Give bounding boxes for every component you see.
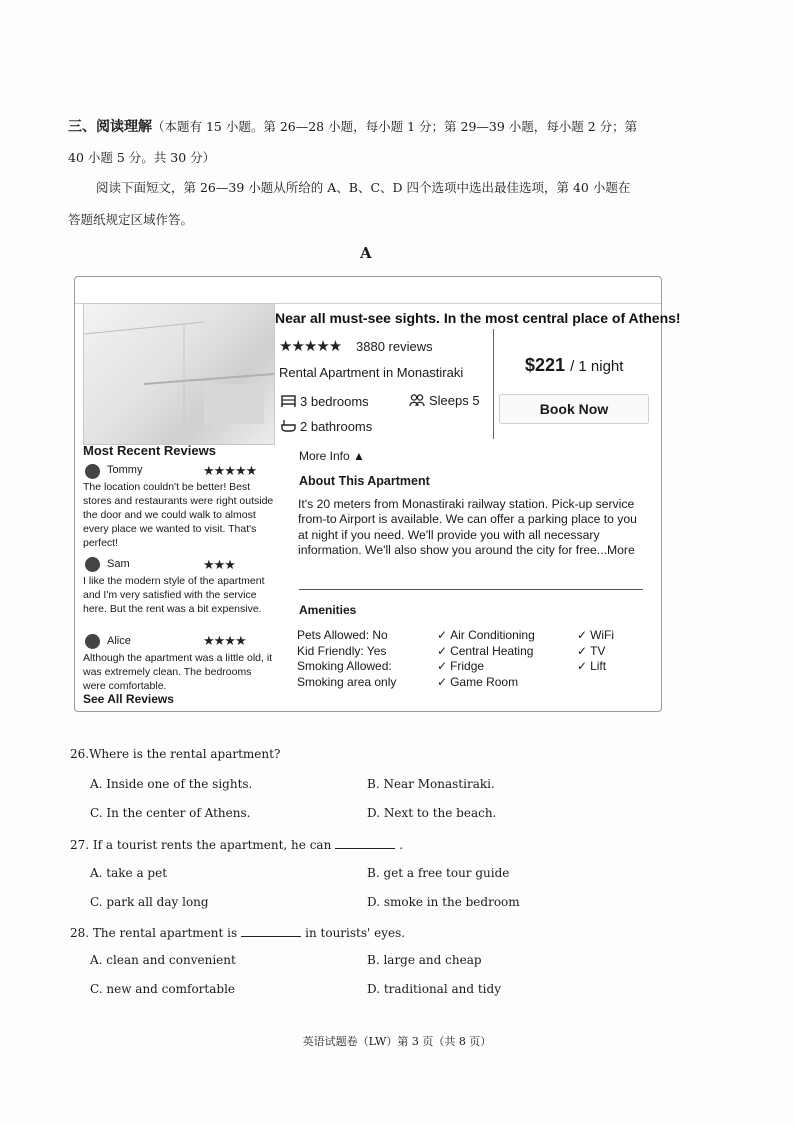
review-text: I like the modern style of the apartment and I'm very satisfied with the service here. But the rent was a bit expensive. xyxy=(83,575,265,615)
photo-sketch-icon xyxy=(84,304,274,444)
policy-item: Kid Friendly: Yes xyxy=(297,643,387,658)
section-note: （本题有 15 小题。第 26—28 小题，每小题 1 分；第 29—39 小题，每小题 2 分；第 xyxy=(152,119,638,134)
instruction-line2: 答题纸规定区域作答。 xyxy=(68,212,194,227)
people-icon xyxy=(409,394,425,406)
amenities-list-1 xyxy=(437,628,535,690)
bathrooms-info xyxy=(281,419,372,434)
price-amount: $221 xyxy=(525,355,566,375)
book-now-button[interactable]: Book Now xyxy=(499,394,649,424)
ad-top-bar xyxy=(75,277,661,304)
page-footer: 英语试题卷（LW）第 3 页（共 8 页） xyxy=(302,1035,492,1048)
more-info-toggle[interactable]: More Info ▲ xyxy=(299,449,365,463)
option: C. park all day long xyxy=(90,895,209,909)
avatar xyxy=(85,464,100,479)
section-divider xyxy=(299,589,643,590)
option: A. clean and convenient xyxy=(90,953,236,967)
amenity-item: ✓ Lift xyxy=(577,659,607,673)
section-heading xyxy=(68,116,637,136)
option: D. traditional and tidy xyxy=(367,982,501,996)
check-icon: ✓ xyxy=(437,659,448,673)
avatar xyxy=(85,557,100,572)
instruction-line1: 阅读下面短文，第 26—39 小题从所给的 A、B、C、D 四个选项中选出最佳选项，第 40 小题在 xyxy=(96,180,631,195)
apartment-title: Rental Apartment in Monastiraki xyxy=(279,365,464,380)
section-note-line2: 40 小题 5 分。共 30 分） xyxy=(68,150,216,165)
check-icon: ✓ xyxy=(577,628,588,642)
review-text: Although the apartment was a little old, it was extremely clean. The bedrooms were comfortable. xyxy=(83,652,273,692)
amenity-item: ✓ Central Heating xyxy=(437,643,534,658)
option: D. Next to the beach. xyxy=(367,806,497,820)
option: A. Inside one of the sights. xyxy=(90,777,253,791)
answer-blank xyxy=(241,924,301,937)
apartment-photo xyxy=(83,303,275,445)
amenity-item: ✓ Fridge xyxy=(437,659,485,673)
price-unit: / 1 night xyxy=(570,358,624,375)
amenity-item: ✓ TV xyxy=(577,643,606,658)
see-all-reviews-link[interactable]: See All Reviews xyxy=(83,692,174,706)
policy-item: Pets Allowed: No xyxy=(297,628,388,642)
sleeps-info xyxy=(409,393,480,408)
question-28: 28. The rental apartment is in tourists' eyes. xyxy=(70,926,406,940)
question-26: 26.Where is the rental apartment? xyxy=(70,747,281,761)
sleeps-label: Sleeps 5 xyxy=(429,393,480,408)
amenities-list-2 xyxy=(577,628,614,675)
policy-item: Smoking area only xyxy=(297,674,397,689)
section-title: 三、阅读理解 xyxy=(68,119,152,135)
option: B. get a free tour guide xyxy=(367,866,510,880)
review-stars: ★★★★★ xyxy=(203,463,257,478)
avatar xyxy=(85,634,100,649)
bedrooms-info xyxy=(281,394,369,409)
reviews-heading: Most Recent Reviews xyxy=(83,443,216,458)
option: C. new and comfortable xyxy=(90,982,236,996)
bedrooms-label: 3 bedrooms xyxy=(300,394,369,409)
reviewer-name: Tommy xyxy=(107,464,143,476)
question-27: 27. If a tourist rents the apartment, he can . xyxy=(70,838,404,852)
reviews-count[interactable]: 3880 reviews xyxy=(356,339,433,354)
bathrooms-label: 2 bathrooms xyxy=(300,419,373,434)
review-stars: ★★★★ xyxy=(203,633,246,648)
ad-headline: Near all must-see sights. In the most central place of Athens! xyxy=(275,310,681,326)
reviewer-name: Sam xyxy=(107,558,130,570)
option: B. Near Monastiraki. xyxy=(367,777,495,791)
check-icon: ✓ xyxy=(577,643,588,658)
amenity-item: ✓ WiFi xyxy=(577,628,615,642)
policies-list xyxy=(297,628,396,690)
option: C. In the center of Athens. xyxy=(90,806,251,820)
price xyxy=(525,355,623,376)
about-text: It's 20 meters from Monastiraki railway station. Pick-up service from-to Airport is available. We can offer a parking place to you at night if you need. We'll provide you with all necessary information. We'll also show you around the city for free...More xyxy=(298,497,637,557)
option: D. smoke in the bedroom xyxy=(367,895,520,909)
amenity-item: ✓ Game Room xyxy=(437,674,519,689)
amenities-heading: Amenities xyxy=(299,603,357,617)
amenity-item: ✓ Air Conditioning xyxy=(437,628,535,642)
policy-item: Smoking Allowed: xyxy=(297,659,392,673)
check-icon: ✓ xyxy=(437,674,448,689)
review-text: The location couldn't be better! Best stores and restaurants were right outside the door and we could walk to almost every place we wanted to visit. That's perfect! xyxy=(83,481,274,549)
check-icon: ✓ xyxy=(437,643,448,658)
passage-label: A xyxy=(360,244,372,262)
check-icon: ✓ xyxy=(577,659,588,673)
rental-ad xyxy=(74,276,681,712)
bathtub-icon xyxy=(281,419,296,432)
about-heading: About This Apartment xyxy=(299,474,430,488)
review-stars: ★★★ xyxy=(203,557,235,572)
check-icon: ✓ xyxy=(437,628,448,642)
rating-stars: ★★★★★ xyxy=(279,338,342,355)
price-divider xyxy=(493,329,494,439)
reviewer-name: Alice xyxy=(107,635,131,647)
answer-blank xyxy=(335,836,395,849)
option: A. take a pet xyxy=(90,866,168,880)
bed-icon xyxy=(281,395,296,407)
option: B. large and cheap xyxy=(367,953,482,967)
